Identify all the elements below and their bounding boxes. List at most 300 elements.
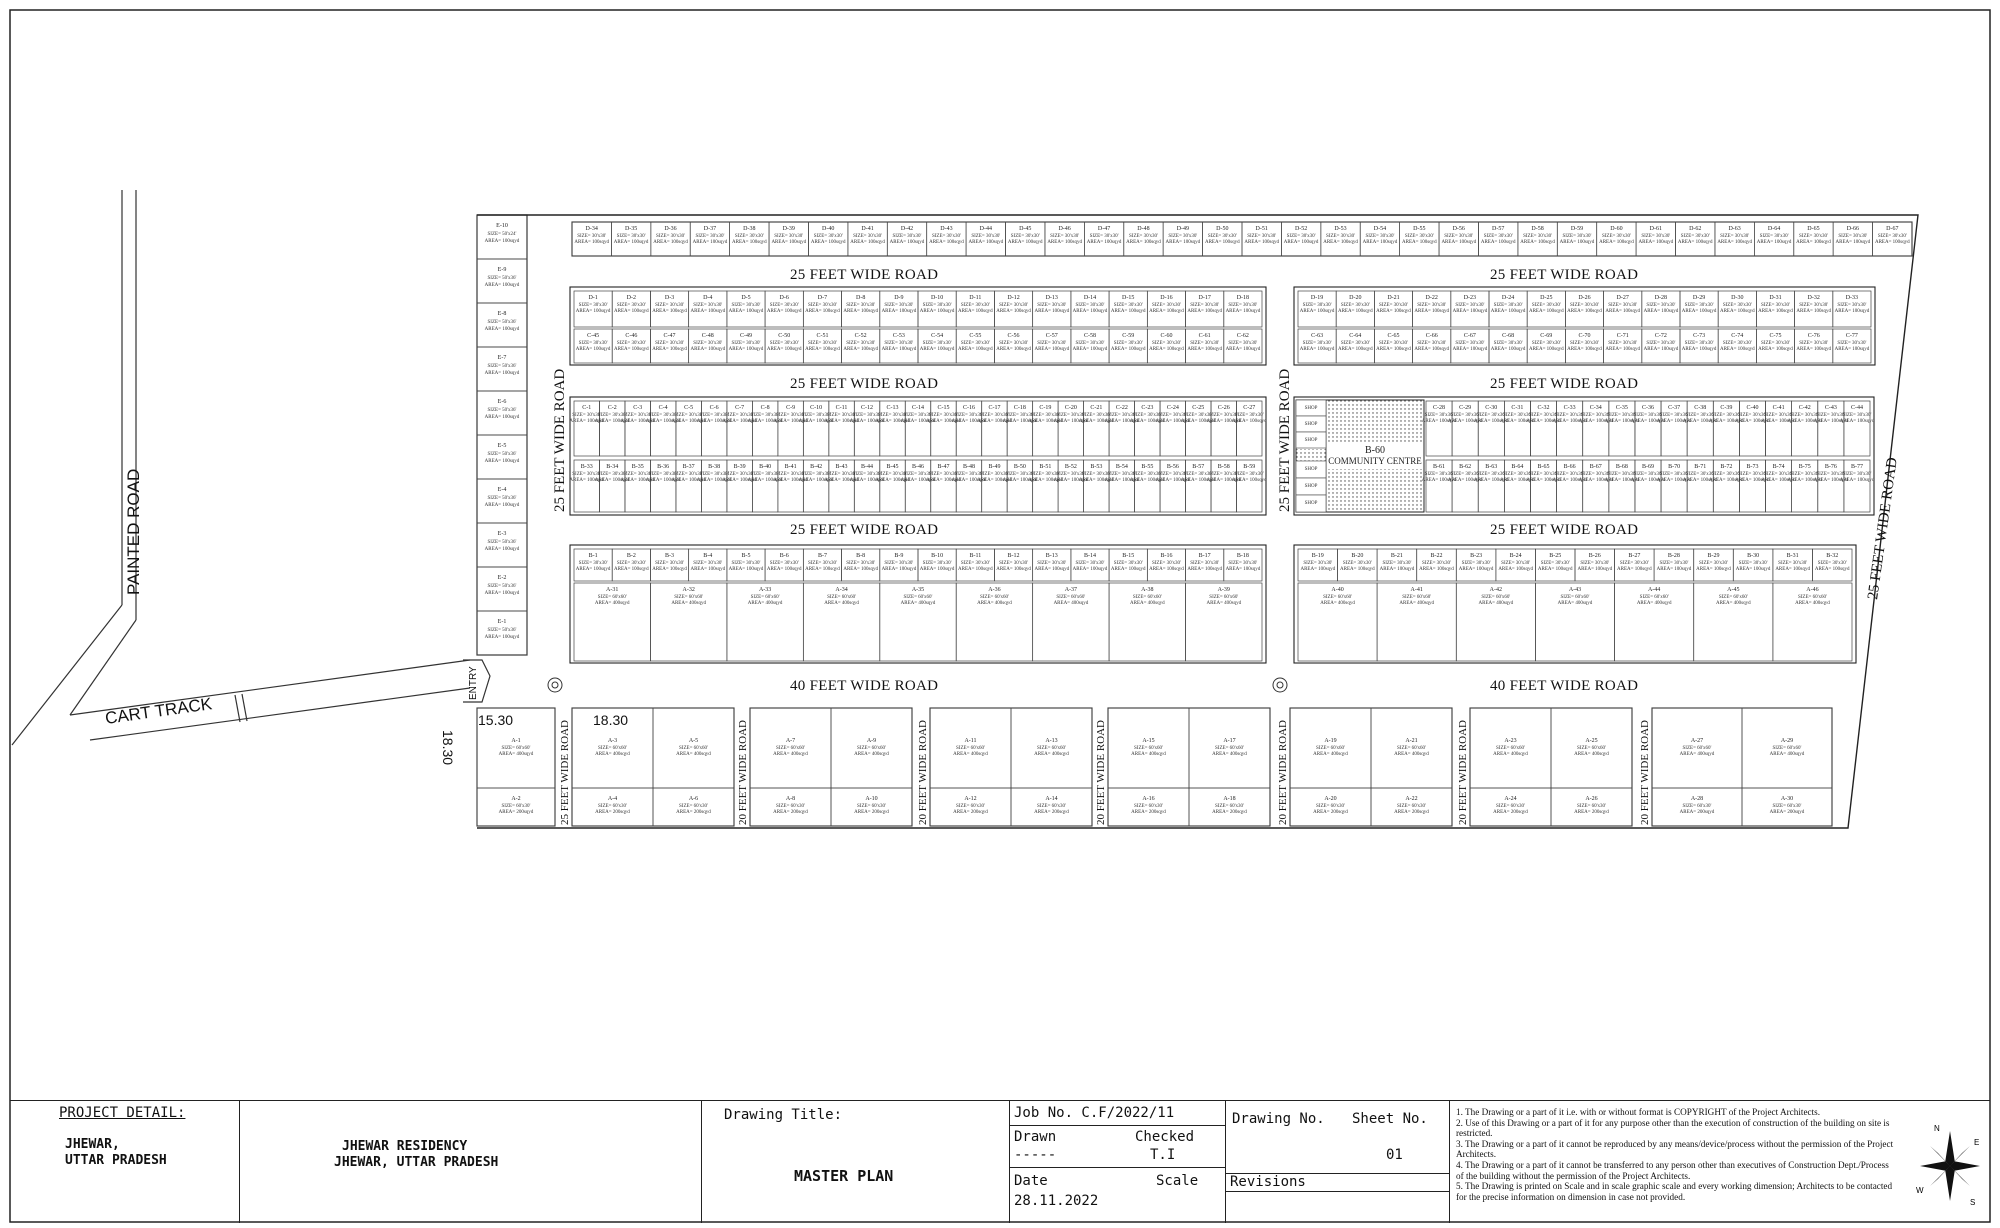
- plot-label: B-41: [784, 464, 797, 470]
- plot-label: D-22: [1425, 295, 1438, 301]
- plot-label: D-42: [900, 226, 914, 232]
- svg-text:AREA= 100sqyd: AREA= 100sqyd: [1796, 240, 1831, 245]
- svg-text:SIZE= 30'x30': SIZE= 30'x30': [827, 413, 857, 418]
- svg-text:SIZE= 30'x30': SIZE= 30'x30': [1228, 303, 1258, 308]
- plot-label: C-61: [1198, 333, 1211, 339]
- svg-text:SIZE= 30'x30': SIZE= 30'x30': [801, 413, 831, 418]
- svg-text:AREA= 200sqyd: AREA= 200sqyd: [676, 810, 711, 815]
- svg-text:AREA= 100sqyd: AREA= 100sqyd: [1376, 309, 1411, 314]
- plot-label: D-6: [779, 295, 789, 301]
- svg-text:AREA= 100sqyd: AREA= 100sqyd: [1421, 419, 1457, 424]
- road-label-vertical-mid: 25 FEET WIDE ROAD: [1277, 368, 1293, 512]
- plot-label: B-72: [1720, 464, 1733, 470]
- svg-text:SIZE= 60'x30': SIZE= 60'x30': [956, 804, 985, 809]
- svg-text:AREA= 100sqyd: AREA= 100sqyd: [1149, 347, 1184, 352]
- svg-text:AREA= 100sqyd: AREA= 100sqyd: [1696, 567, 1731, 572]
- plot-label: D-13: [1045, 295, 1058, 301]
- plot-label: C-14: [912, 405, 924, 411]
- plot-label: B-14: [1084, 553, 1096, 559]
- plot-label: A-38: [1141, 587, 1154, 593]
- svg-text:AREA= 100sqyd: AREA= 100sqyd: [875, 419, 910, 424]
- plot-label: A-6: [688, 796, 699, 802]
- svg-text:SIZE= 30'x30': SIZE= 30'x30': [1382, 561, 1412, 566]
- plot-label: D-34: [585, 226, 598, 232]
- project-location: JHEWAR, UTTAR PRADESH: [65, 1137, 167, 1168]
- plot-label: A-1: [511, 738, 521, 744]
- svg-text:SIZE= 30'x30': SIZE= 30'x30': [1005, 472, 1035, 477]
- plot-label: D-66: [1846, 226, 1860, 232]
- svg-text:SIZE= 30'x30': SIZE= 30'x30': [1037, 303, 1067, 308]
- svg-text:AREA= 100sqyd: AREA= 100sqyd: [1604, 419, 1640, 424]
- svg-text:AREA= 100sqyd: AREA= 100sqyd: [613, 240, 649, 245]
- plot-label: B-68: [1615, 464, 1628, 470]
- svg-text:SIZE= 30'x30': SIZE= 30'x30': [1228, 341, 1258, 346]
- plot-label: C-5: [684, 405, 694, 411]
- community-id: B-60: [1365, 445, 1385, 456]
- svg-text:SIZE= 60'x30': SIZE= 60'x30': [598, 804, 627, 809]
- plot-label: C-57: [1045, 333, 1058, 339]
- plot-label: D-63: [1728, 226, 1741, 232]
- plot-label: B-66: [1563, 464, 1576, 470]
- svg-text:SIZE= 30'x30': SIZE= 30'x30': [1151, 341, 1181, 346]
- svg-text:SIZE= 30'x30': SIZE= 30'x30': [1107, 472, 1137, 477]
- svg-text:SIZE= 60'x60': SIZE= 60'x60': [1496, 746, 1525, 751]
- svg-text:SIZE= 60'x60': SIZE= 60'x60': [956, 746, 985, 751]
- svg-text:SIZE= 30'x30': SIZE= 30'x30': [1608, 341, 1638, 346]
- plot-label: C-63: [1311, 333, 1324, 339]
- svg-text:SIZE= 30'x30': SIZE= 30'x30': [1234, 413, 1264, 418]
- plot-label: C-13: [886, 405, 899, 411]
- plot-label: C-75: [1769, 333, 1782, 339]
- plot-label: A-7: [785, 738, 796, 744]
- svg-text:SIZE= 30'x30': SIZE= 30'x30': [1711, 472, 1741, 477]
- plot-label: A-17: [1223, 738, 1236, 744]
- svg-text:AREA= 100sqyd: AREA= 100sqyd: [575, 347, 611, 352]
- plot-label: A-41: [1410, 587, 1423, 593]
- roundabout-left: [548, 678, 562, 692]
- svg-text:AREA= 100sqyd: AREA= 100sqyd: [881, 347, 917, 352]
- svg-text:SIZE= 60'x60': SIZE= 60'x60': [1037, 746, 1066, 751]
- svg-text:AREA= 100sqyd: AREA= 100sqyd: [1053, 478, 1089, 483]
- svg-text:SIZE= 30'x30': SIZE= 30'x30': [931, 234, 961, 239]
- svg-text:SIZE= 30'x30': SIZE= 30'x30': [1607, 413, 1637, 418]
- plot-label: B-6: [779, 553, 789, 559]
- svg-text:SIZE= 30'x30': SIZE= 30'x30': [769, 561, 799, 566]
- svg-text:SIZE= 30'x30': SIZE= 30'x30': [750, 413, 780, 418]
- svg-text:AREA= 100sqyd: AREA= 100sqyd: [900, 478, 936, 483]
- svg-text:SIZE= 30'x30': SIZE= 30'x30': [769, 341, 799, 346]
- svg-text:SIZE= 30'x30': SIZE= 30'x30': [648, 413, 678, 418]
- plot-label: C-64: [1349, 333, 1362, 339]
- svg-text:AREA= 100sqyd: AREA= 100sqyd: [1206, 419, 1242, 424]
- svg-text:AREA= 100sqyd: AREA= 100sqyd: [881, 309, 917, 314]
- svg-text:AREA= 100sqyd: AREA= 100sqyd: [1225, 567, 1261, 572]
- svg-text:AREA= 400sqyd: AREA= 400sqyd: [1679, 752, 1715, 757]
- svg-text:SIZE= 30'x30': SIZE= 30'x30': [1555, 413, 1585, 418]
- plot-label: A-20: [1324, 796, 1337, 802]
- plot-label: C-27: [1243, 405, 1256, 411]
- svg-text:SIZE= 30'x30': SIZE= 30'x30': [884, 303, 914, 308]
- svg-text:SIZE= 30'x30': SIZE= 30'x30': [1685, 472, 1715, 477]
- svg-text:SIZE= 30'x30': SIZE= 30'x30': [1684, 303, 1714, 308]
- svg-text:SIZE= 50'x36': SIZE= 50'x36': [487, 452, 517, 457]
- plot-label: D-55: [1413, 226, 1426, 232]
- plot-label: B-12: [1007, 553, 1020, 559]
- svg-text:SIZE= 30'x30': SIZE= 30'x30': [801, 472, 831, 477]
- checked-value: T.I: [1150, 1147, 1176, 1163]
- plot-label: B-64: [1511, 464, 1524, 470]
- svg-text:SIZE= 30'x30': SIZE= 30'x30': [1444, 234, 1474, 239]
- svg-text:W: W: [1916, 1186, 1924, 1195]
- plot-label: D-10: [930, 295, 944, 301]
- plot-label: B-22: [1430, 553, 1443, 559]
- svg-text:SIZE= 30'x30': SIZE= 30'x30': [776, 413, 806, 418]
- svg-text:SIZE= 50'x36': SIZE= 50'x36': [487, 320, 517, 325]
- svg-text:SIZE= 30'x30': SIZE= 30'x30': [892, 234, 922, 239]
- svg-text:SIZE= 30'x30': SIZE= 30'x30': [597, 413, 627, 418]
- plot-label: B-34: [606, 464, 619, 470]
- svg-text:SIZE= 30'x30': SIZE= 30'x30': [878, 472, 907, 477]
- svg-text:SIZE= 30'x30': SIZE= 30'x30': [1581, 413, 1611, 418]
- svg-text:AREA= 100sqyd: AREA= 100sqyd: [1834, 347, 1870, 352]
- svg-text:AREA= 400sqyd: AREA= 400sqyd: [498, 752, 534, 757]
- plot-label: C-25: [1192, 405, 1205, 411]
- svg-text:AREA= 100sqyd: AREA= 100sqyd: [690, 567, 726, 572]
- svg-text:SIZE= 30'x30': SIZE= 30'x30': [1302, 303, 1332, 308]
- plot-label: D-37: [703, 226, 717, 232]
- svg-text:SIZE= 60'x30': SIZE= 60'x30': [857, 804, 886, 809]
- svg-text:SIZE= 30'x30': SIZE= 30'x30': [1228, 561, 1258, 566]
- svg-text:AREA= 100sqyd: AREA= 100sqyd: [620, 478, 656, 483]
- svg-text:SIZE= 30'x30': SIZE= 30'x30': [922, 561, 952, 566]
- svg-text:AREA= 100sqyd: AREA= 100sqyd: [1231, 478, 1267, 483]
- svg-text:AREA= 100sqyd: AREA= 100sqyd: [1244, 240, 1280, 245]
- plot-label: D-5: [741, 295, 751, 301]
- svg-text:AREA= 100sqyd: AREA= 100sqyd: [1796, 347, 1832, 352]
- svg-text:SIZE= 30'x30': SIZE= 30'x30': [734, 234, 764, 239]
- svg-text:AREA= 400sqyd: AREA= 400sqyd: [1034, 752, 1069, 757]
- plot-label: D-45: [1019, 226, 1032, 232]
- job-info-cell: [1010, 1101, 1226, 1223]
- svg-text:SIZE= 30'x30': SIZE= 30'x30': [1764, 472, 1794, 477]
- plot-label: A-33: [758, 587, 772, 593]
- svg-text:AREA= 200sqyd: AREA= 200sqyd: [498, 810, 534, 815]
- checked-label: Checked: [1135, 1129, 1195, 1145]
- svg-text:SIZE= 30'x30': SIZE= 30'x30': [1570, 341, 1599, 346]
- svg-text:SIZE= 30'x30': SIZE= 30'x30': [1379, 341, 1408, 346]
- plot-label: E-4: [497, 487, 507, 493]
- svg-text:AREA= 100sqyd: AREA= 100sqyd: [645, 419, 681, 424]
- svg-text:AREA= 100sqyd: AREA= 100sqyd: [1419, 567, 1454, 572]
- drawing-frame: [10, 10, 1990, 1222]
- svg-text:AREA= 100sqyd: AREA= 100sqyd: [1187, 567, 1222, 572]
- plot-label: B-38: [708, 464, 721, 470]
- svg-text:SIZE= 30'x30': SIZE= 30'x30': [1050, 234, 1080, 239]
- plot-label: B-36: [657, 464, 670, 470]
- plot-label: B-8: [856, 553, 866, 559]
- svg-text:SIZE= 30'x30': SIZE= 30'x30': [979, 413, 1009, 418]
- svg-text:AREA= 100sqyd: AREA= 100sqyd: [1796, 309, 1832, 314]
- svg-text:AREA= 400sqyd: AREA= 400sqyd: [1394, 752, 1429, 757]
- svg-text:SIZE= 30'x30': SIZE= 30'x30': [903, 472, 933, 477]
- plot-label: D-11: [969, 295, 982, 301]
- plot-label: B-59: [1243, 464, 1256, 470]
- svg-text:SIZE= 30'x30': SIZE= 30'x30': [1581, 472, 1611, 477]
- svg-text:AREA= 400sqyd: AREA= 400sqyd: [900, 601, 936, 606]
- plot-label: C-2: [607, 405, 617, 411]
- svg-text:AREA= 100sqyd: AREA= 100sqyd: [766, 567, 802, 572]
- svg-text:SIZE= 30'x30': SIZE= 30'x30': [774, 234, 804, 239]
- svg-text:AREA= 100sqyd: AREA= 100sqyd: [1130, 478, 1165, 483]
- plot-label: B-17: [1198, 553, 1211, 559]
- svg-text:AREA= 400sqyd: AREA= 400sqyd: [671, 601, 706, 606]
- svg-text:SIZE= 30'x30': SIZE= 30'x30': [1037, 561, 1067, 566]
- svg-text:AREA= 100sqyd: AREA= 100sqyd: [1681, 347, 1717, 352]
- svg-text:SIZE= 30'x30': SIZE= 30'x30': [616, 341, 646, 346]
- plot-E-5: [477, 435, 527, 479]
- community-centre-label: COMMUNITY CENTRE: [1328, 456, 1422, 466]
- svg-text:AREA= 100sqyd: AREA= 100sqyd: [843, 309, 878, 314]
- svg-text:SIZE= 30'x30': SIZE= 30'x30': [623, 413, 653, 418]
- plot-label: D-31: [1769, 295, 1782, 301]
- svg-text:SIZE= 30'x30': SIZE= 30'x30': [1799, 341, 1829, 346]
- svg-text:AREA= 200sqyd: AREA= 200sqyd: [1131, 810, 1166, 815]
- svg-text:AREA= 100sqyd: AREA= 100sqyd: [1072, 347, 1108, 352]
- svg-text:SIZE= 30'x30': SIZE= 30'x30': [1493, 303, 1523, 308]
- svg-text:SIZE= 30'x30': SIZE= 30'x30': [1837, 341, 1867, 346]
- svg-text:SIZE= 30'x30': SIZE= 30'x30': [1450, 472, 1480, 477]
- svg-text:SIZE= 60'x60': SIZE= 60'x60': [1056, 595, 1086, 600]
- road-label-low-left: 25 FEET WIDE ROAD: [790, 522, 939, 538]
- svg-text:SIZE= 30'x30': SIZE= 30'x30': [1570, 303, 1599, 308]
- svg-text:AREA= 100sqyd: AREA= 100sqyd: [692, 240, 728, 245]
- svg-text:SIZE= 50'x36': SIZE= 50'x36': [487, 496, 517, 501]
- svg-text:AREA= 400sqyd: AREA= 400sqyd: [1769, 752, 1805, 757]
- svg-text:AREA= 100sqyd: AREA= 100sqyd: [1630, 419, 1666, 424]
- svg-text:SIZE= 30'x30': SIZE= 30'x30': [1493, 341, 1523, 346]
- svg-text:SIZE= 60'x30': SIZE= 60'x30': [501, 804, 531, 809]
- svg-text:AREA= 100sqyd: AREA= 100sqyd: [1379, 567, 1415, 572]
- plot-label: A-21: [1405, 738, 1418, 744]
- plot-label: A-18: [1223, 796, 1236, 802]
- svg-text:AREA= 100sqyd: AREA= 100sqyd: [1758, 347, 1793, 352]
- svg-text:SIZE= 30'x30': SIZE= 30'x30': [1183, 472, 1213, 477]
- plot-label: C-22: [1115, 405, 1128, 411]
- plot-label: A-44: [1647, 587, 1661, 593]
- plot-label: B-61: [1433, 464, 1446, 470]
- svg-text:SIZE= 60'x60': SIZE= 60'x60': [1718, 595, 1748, 600]
- svg-text:SIZE= 30'x30': SIZE= 30'x30': [1340, 303, 1370, 308]
- svg-text:SIZE= 60'x60': SIZE= 60'x60': [1577, 746, 1606, 751]
- svg-text:AREA= 100sqyd: AREA= 100sqyd: [1180, 478, 1216, 483]
- svg-text:SIZE= 30'x30': SIZE= 30'x30': [853, 234, 883, 239]
- plot-label: C-71: [1616, 333, 1629, 339]
- svg-text:SIZE= 30'x30': SIZE= 30'x30': [922, 341, 952, 346]
- svg-text:SIZE= 30'x30': SIZE= 30'x30': [1081, 413, 1111, 418]
- svg-text:AREA= 100sqyd: AREA= 100sqyd: [1414, 347, 1450, 352]
- svg-text:SIZE= 30'x30': SIZE= 30'x30': [1455, 341, 1485, 346]
- plot-label: C-52: [854, 333, 867, 339]
- plot-label: A-23: [1504, 738, 1517, 744]
- svg-text:AREA= 100sqyd: AREA= 100sqyd: [747, 478, 783, 483]
- svg-text:SIZE= 60'x60': SIZE= 60'x60': [1132, 595, 1162, 600]
- plot-label: C-23: [1141, 405, 1154, 411]
- plot-label: C-47: [663, 333, 676, 339]
- svg-text:AREA= 400sqyd: AREA= 400sqyd: [977, 601, 1012, 606]
- svg-text:AREA= 100sqyd: AREA= 100sqyd: [1577, 567, 1613, 572]
- svg-text:AREA= 100sqyd: AREA= 100sqyd: [614, 309, 649, 314]
- plot-label: B-20: [1351, 553, 1364, 559]
- plot-blocks: [569, 222, 1912, 663]
- svg-text:AREA= 400sqyd: AREA= 400sqyd: [854, 752, 889, 757]
- revisions-label: Revisions: [1230, 1174, 1306, 1190]
- svg-text:AREA= 100sqyd: AREA= 100sqyd: [1656, 567, 1692, 572]
- plot-label: D-7: [817, 295, 828, 301]
- svg-text:AREA= 200sqyd: AREA= 200sqyd: [1313, 810, 1348, 815]
- svg-text:SIZE= 30'x30': SIZE= 30'x30': [1056, 413, 1086, 418]
- svg-text:AREA= 100sqyd: AREA= 100sqyd: [1473, 419, 1509, 424]
- svg-text:AREA= 100sqyd: AREA= 100sqyd: [653, 240, 688, 245]
- svg-text:SIZE= 30'x30': SIZE= 30'x30': [578, 303, 608, 308]
- svg-text:AREA= 100sqyd: AREA= 100sqyd: [1719, 347, 1755, 352]
- plot-E-7: [477, 347, 527, 391]
- svg-text:SIZE= 30'x30': SIZE= 30'x30': [1404, 234, 1434, 239]
- plot-label: C-41: [1772, 405, 1785, 411]
- plot-label: C-68: [1502, 333, 1515, 339]
- plot-label: D-29: [1692, 295, 1706, 301]
- svg-text:SIZE= 30'x30': SIZE= 30'x30': [1501, 561, 1531, 566]
- svg-text:AREA= 100sqyd: AREA= 100sqyd: [1709, 419, 1744, 424]
- svg-text:AREA= 100sqyd: AREA= 100sqyd: [690, 347, 726, 352]
- plot-label: A-14: [1045, 796, 1058, 802]
- plot-label: B-50: [1013, 464, 1026, 470]
- svg-text:AREA= 200sqyd: AREA= 200sqyd: [1574, 810, 1609, 815]
- plot-label: B-75: [1798, 464, 1811, 470]
- svg-text:AREA= 100sqyd: AREA= 100sqyd: [690, 309, 726, 314]
- plot-E-10: [477, 215, 527, 259]
- plot-label: D-56: [1452, 226, 1465, 232]
- svg-text:AREA= 100sqyd: AREA= 100sqyd: [594, 419, 630, 424]
- svg-text:AREA= 100sqyd: AREA= 100sqyd: [575, 567, 611, 572]
- svg-text:AREA= 100sqyd: AREA= 100sqyd: [1299, 347, 1335, 352]
- svg-text:AREA= 100sqyd: AREA= 100sqyd: [1839, 478, 1875, 483]
- plot-label: D-14: [1083, 295, 1097, 301]
- svg-text:AREA= 100sqyd: AREA= 100sqyd: [1028, 419, 1063, 424]
- svg-text:AREA= 100sqyd: AREA= 100sqyd: [798, 478, 834, 483]
- svg-text:AREA= 400sqyd: AREA= 400sqyd: [1715, 601, 1751, 606]
- plot-label: D-26: [1578, 295, 1591, 301]
- plot-label: E-10: [496, 223, 508, 229]
- svg-text:SIZE= 30'x30': SIZE= 30'x30': [1817, 561, 1847, 566]
- svg-text:AREA= 200sqyd: AREA= 200sqyd: [773, 810, 808, 815]
- svg-text:SIZE= 30'x30': SIZE= 30'x30': [648, 472, 678, 477]
- plot-label: D-60: [1610, 226, 1623, 232]
- svg-text:AREA= 100sqyd: AREA= 100sqyd: [1283, 240, 1319, 245]
- svg-text:AREA= 100sqyd: AREA= 100sqyd: [1528, 309, 1564, 314]
- sheet-no-label: Sheet No.: [1352, 1111, 1428, 1127]
- svg-text:AREA= 100sqyd: AREA= 100sqyd: [484, 239, 520, 244]
- plot-label: B-47: [937, 464, 950, 470]
- svg-text:SIZE= 30'x30': SIZE= 30'x30': [954, 413, 984, 418]
- plot-label: A-2: [511, 796, 521, 802]
- svg-text:SIZE= 60'x60': SIZE= 60'x60': [679, 746, 708, 751]
- plot-label: D-23: [1463, 295, 1477, 301]
- svg-text:AREA= 100sqyd: AREA= 100sqyd: [1149, 309, 1184, 314]
- svg-text:SIZE= 30'x30': SIZE= 30'x30': [1081, 472, 1111, 477]
- svg-text:SIZE= 30'x30': SIZE= 30'x30': [1646, 341, 1676, 346]
- svg-text:AREA= 100sqyd: AREA= 100sqyd: [1874, 240, 1910, 245]
- svg-text:SIZE= 60'x30': SIZE= 60'x30': [1772, 804, 1802, 809]
- plot-label: A-40: [1331, 587, 1344, 593]
- svg-text:SIZE= 30'x30': SIZE= 30'x30': [1842, 472, 1872, 477]
- svg-text:SIZE= 30'x30': SIZE= 30'x30': [1342, 561, 1372, 566]
- svg-text:SIZE= 60'x30': SIZE= 60'x30': [1134, 804, 1163, 809]
- painted-road-label: PAINTED ROAD: [124, 468, 143, 595]
- svg-text:AREA= 100sqyd: AREA= 100sqyd: [1155, 419, 1191, 424]
- svg-text:AREA= 100sqyd: AREA= 100sqyd: [1002, 419, 1038, 424]
- svg-text:SIZE= 60'x60': SIZE= 60'x60': [1209, 595, 1239, 600]
- plot-label: B-44: [861, 464, 874, 470]
- svg-text:AREA= 400sqyd: AREA= 400sqyd: [594, 601, 630, 606]
- svg-text:SIZE= 60'x60': SIZE= 60'x60': [1397, 746, 1426, 751]
- svg-text:SIZE= 30'x30': SIZE= 30'x30': [1056, 472, 1086, 477]
- plot-label: C-65: [1387, 333, 1400, 339]
- svg-text:AREA= 100sqyd: AREA= 100sqyd: [926, 478, 961, 483]
- svg-text:SIZE= 30'x30': SIZE= 30'x30': [1132, 472, 1162, 477]
- plot-label: D-17: [1198, 295, 1211, 301]
- road-label-low-right: 25 FEET WIDE ROAD: [1490, 522, 1639, 538]
- svg-text:SIZE= 30'x30': SIZE= 30'x30': [971, 234, 1001, 239]
- svg-text:SIZE= 30'x30': SIZE= 30'x30': [1816, 413, 1846, 418]
- svg-text:SIZE= 30'x30': SIZE= 30'x30': [655, 303, 685, 308]
- svg-text:AREA= 100sqyd: AREA= 100sqyd: [671, 419, 706, 424]
- svg-text:AREA= 100sqyd: AREA= 100sqyd: [1643, 309, 1679, 314]
- sheet-no-value: 01: [1386, 1147, 1403, 1163]
- plot-label: D-21: [1387, 295, 1400, 301]
- title-block: [10, 1100, 1990, 1223]
- plot-label: A-11: [964, 738, 977, 744]
- svg-text:SIZE= 30'x30': SIZE= 30'x30': [572, 413, 602, 418]
- svg-text:SIZE= 30'x30': SIZE= 30'x30': [1529, 472, 1558, 477]
- plot-label: C-60: [1160, 333, 1173, 339]
- plot-label: B-35: [631, 464, 644, 470]
- svg-text:SIZE= 30'x30': SIZE= 30'x30': [1619, 561, 1649, 566]
- svg-text:AREA= 100sqyd: AREA= 100sqyd: [1630, 478, 1666, 483]
- svg-text:SIZE= 30'x30': SIZE= 30'x30': [1764, 413, 1794, 418]
- plot-label: B-16: [1160, 553, 1173, 559]
- svg-text:AREA= 100sqyd: AREA= 100sqyd: [1452, 347, 1488, 352]
- plot-label: B-49: [988, 464, 1001, 470]
- plot-label: D-3: [664, 295, 675, 301]
- svg-text:SIZE= 30'x30': SIZE= 30'x30': [1075, 561, 1105, 566]
- svg-text:SIZE= 30'x30': SIZE= 30'x30': [1502, 472, 1532, 477]
- plot-label: A-37: [1064, 587, 1078, 593]
- svg-text:AREA= 400sqyd: AREA= 400sqyd: [824, 601, 859, 606]
- svg-text:AREA= 100sqyd: AREA= 100sqyd: [1559, 240, 1595, 245]
- plot-E-2: [477, 567, 527, 611]
- north-compass-icon: [1910, 1121, 1990, 1211]
- svg-text:SIZE= 30'x30': SIZE= 30'x30': [693, 303, 723, 308]
- svg-text:SIZE= 30'x30': SIZE= 30'x30': [1738, 561, 1768, 566]
- svg-text:AREA= 100sqyd: AREA= 100sqyd: [919, 309, 955, 314]
- svg-text:SIZE= 30'x30': SIZE= 30'x30': [693, 341, 723, 346]
- svg-text:SIZE= 30'x30': SIZE= 30'x30': [1531, 303, 1561, 308]
- svg-text:AREA= 100sqyd: AREA= 100sqyd: [1656, 419, 1692, 424]
- svg-text:AREA= 100sqyd: AREA= 100sqyd: [798, 419, 834, 424]
- notes-cell: [1450, 1101, 1910, 1223]
- plot-label: C-31: [1511, 405, 1524, 411]
- svg-text:SIZE= 30'x30': SIZE= 30'x30': [1531, 341, 1561, 346]
